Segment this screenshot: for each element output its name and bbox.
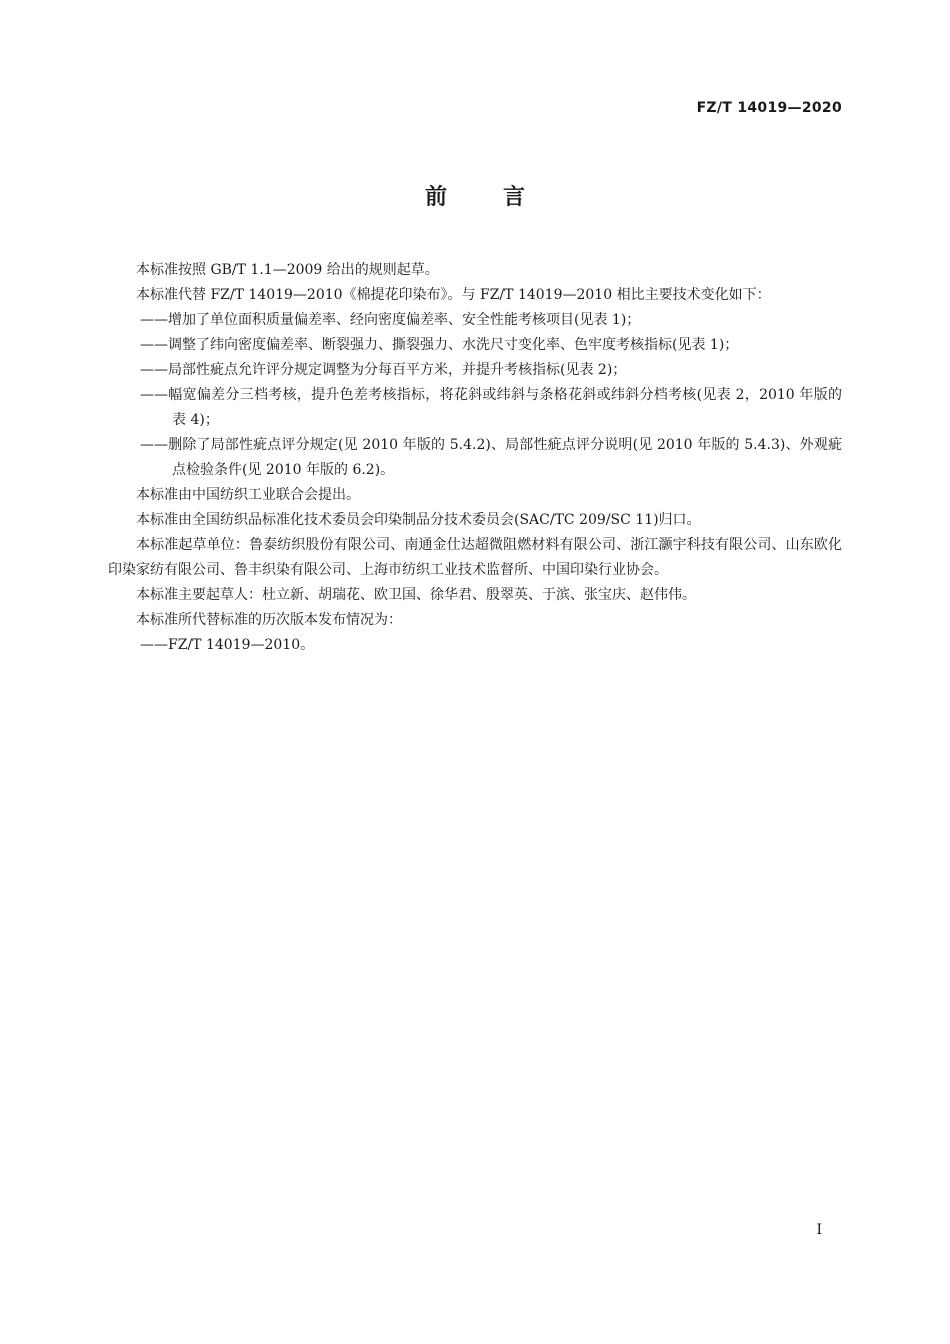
standard-code: FZ/T 14019—2020 bbox=[696, 100, 842, 116]
page-number: I bbox=[816, 1222, 822, 1238]
paragraph-proposer: 本标准由中国纺织工业联合会提出。 bbox=[136, 487, 360, 503]
page-title: 前言 bbox=[424, 185, 581, 210]
list-item-history-1: ——FZ/T 14019—2010。 bbox=[140, 637, 315, 653]
list-item-change-5: ——删除了局部性疵点评分规定(见 2010 年版的 5.4.2)、局部性疵点评分说明(见 2010 年版的 5.4.3)、外观疵点检验条件(见 2010 年版的 6.2)。 bbox=[140, 437, 842, 478]
list-item-change-2: ——调整了纬向密度偏差率、断裂强力、撕裂强力、水洗尺寸变化率、色牢度考核指标(见表 1)； bbox=[140, 337, 739, 353]
paragraph-drafters: 本标准主要起草人：杜立新、胡瑞花、欧卫国、徐华君、殷翠英、于滨、张宝庆、赵伟伟。 bbox=[136, 587, 696, 603]
paragraph-drafting-rules: 本标准按照 GB/T 1.1—2009 给出的规则起草。 bbox=[136, 262, 439, 278]
list-item-change-3: ——局部性疵点允许评分规定调整为分每百平方米，并提升考核指标(见表 2)； bbox=[140, 362, 627, 378]
paragraph-drafting-units: 本标准起草单位：鲁泰纺织股份有限公司、南通金仕达超微阻燃材料有限公司、浙江灏宇科技有限公司、山东欧化印染家纺有限公司、鲁丰织染有限公司、上海市纺织工业技术监督所、中国印染行业协会。 bbox=[108, 537, 842, 578]
paragraph-history-intro: 本标准所代替标准的历次版本发布情况为： bbox=[136, 612, 402, 628]
paragraph-committee: 本标准由全国纺织品标准化技术委员会印染制品分技术委员会(SAC/TC 209/SC 11)归口。 bbox=[136, 512, 701, 528]
list-item-change-1: ——增加了单位面积质量偏差率、经向密度偏差率、安全性能考核项目(见表 1)； bbox=[140, 312, 641, 328]
list-item-change-4: ——幅宽偏差分三档考核，提升色差考核指标，将花斜或纬斜与条格花斜或纬斜分档考核(见表 2，2010 年版的表 4)； bbox=[140, 387, 842, 428]
paragraph-replacement: 本标准代替 FZ/T 14019—2010《棉提花印染布》。与 FZ/T 14019—2010 相比主要技术变化如下： bbox=[136, 287, 771, 303]
foreword-body bbox=[108, 258, 842, 658]
